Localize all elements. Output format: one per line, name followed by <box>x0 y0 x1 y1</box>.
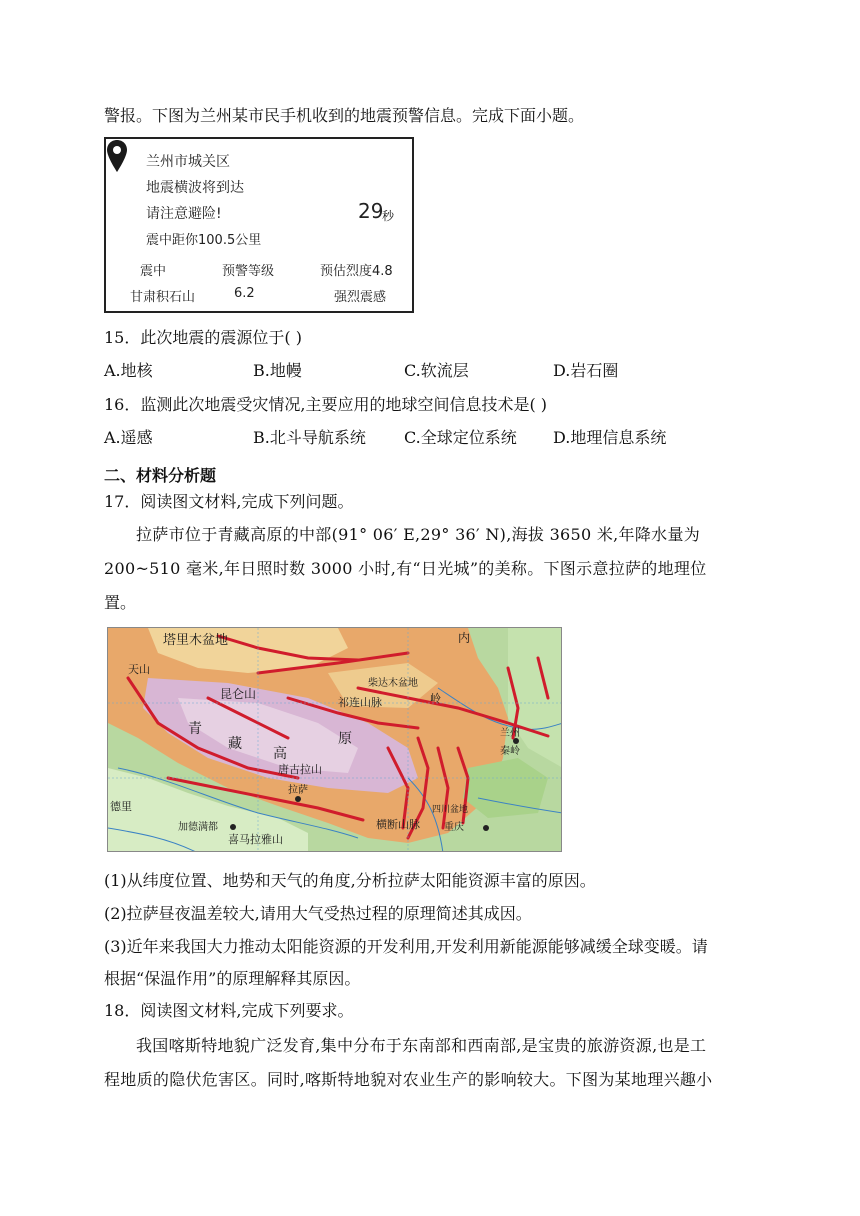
map-label-qaidam: 柴达木盆地 <box>368 678 418 689</box>
section-heading: 二、材料分析题 <box>104 466 217 485</box>
map-label-delhi: 德里 <box>110 800 132 813</box>
q15-option-b: B.地幔 <box>253 361 302 380</box>
map-label-kathmandu: 加德满都 <box>178 822 218 833</box>
map-label-nei: 内 <box>458 631 471 645</box>
alert-wave-text: 地震横波将到达 <box>146 180 244 196</box>
map-label-qilian: 祁连山脉 <box>338 696 382 709</box>
q17-sub1: (1)从纬度位置、地势和天气的角度,分析拉萨太阳能资源丰富的原因。 <box>104 871 596 890</box>
q16-stem: 16．监测此次地震受灾情况,主要应用的地球空间信息技术是( ) <box>104 395 548 414</box>
map-label-lanzhou: 兰州 <box>500 728 520 739</box>
map-label-tarim: 塔里木盆地 <box>163 633 229 648</box>
intro-text: 警报。下图为兰州某市民手机收到的地震预警信息。完成下面小题。 <box>104 106 585 125</box>
alert-col1-header: 震中 <box>140 264 167 279</box>
q15-option-a: A.地核 <box>104 361 153 380</box>
map-label-kunlun: 昆仑山 <box>220 687 257 701</box>
q16-option-b: B.北斗导航系统 <box>253 428 366 447</box>
q17-paragraph-line3: 置。 <box>104 593 137 612</box>
q16-option-a: A.遥感 <box>104 428 153 447</box>
q18-paragraph-line1: 我国喀斯特地貌广泛发育,集中分布于东南部和西南部,是宝贵的旅游资源,也是工 <box>136 1036 707 1055</box>
map-label-chongqing: 重庆 <box>444 822 464 833</box>
q15-option-d: D.岩石圈 <box>553 361 619 380</box>
q17-stem: 17．阅读图文材料,完成下列问题。 <box>104 492 354 511</box>
alert-countdown-number: 29 <box>358 199 384 223</box>
alert-distance: 震中距你100.5公里 <box>146 233 262 248</box>
kathmandu-dot <box>230 824 236 830</box>
alert-intensity: 强烈震感 <box>334 290 387 305</box>
alert-col2-header: 预警等级 <box>222 264 275 279</box>
q15-option-c: C.软流层 <box>404 361 469 380</box>
alert-col3-header: 预估烈度4.8 <box>320 264 393 279</box>
earthquake-alert-card <box>104 137 414 313</box>
location-pin-icon <box>106 139 128 173</box>
chongqing-dot <box>483 825 489 831</box>
map-label-hengduan: 横断山脉 <box>376 818 420 831</box>
alert-epicenter: 甘肃积石山 <box>130 290 196 305</box>
map-label-lhasa: 拉萨 <box>288 785 308 796</box>
map-graphic <box>108 628 562 852</box>
alert-location: 兰州市城关区 <box>146 154 230 170</box>
map-label-himalaya: 喜马拉雅山 <box>228 833 283 846</box>
q17-paragraph-line2: 200~510 毫米,年日照时数 3000 小时,有“日光城”的美称。下图示意拉萨的地理位 <box>104 559 707 578</box>
map-label-tanggula: 唐古拉山 <box>278 763 322 776</box>
q15-stem: 15．此次地震的震源位于( ) <box>104 328 302 347</box>
q16-option-d: D.地理信息系统 <box>553 428 667 447</box>
map-label-qing: 青 <box>188 721 202 737</box>
q17-sub3-line1: (3)近年来我国大力推动太阳能资源的开发利用,开发利用新能源能够减缓全球变暖。请 <box>104 937 708 956</box>
q17-sub3-line2: 根据“保温作用”的原理解释其原因。 <box>104 969 361 988</box>
alert-countdown-unit: 秒 <box>382 209 395 223</box>
q17-paragraph-line1: 拉萨市位于青藏高原的中部(91° 06′ E,29° 36′ N),海拔 3650 米,年降水量为 <box>136 525 701 544</box>
q16-option-c: C.全球定位系统 <box>404 428 517 447</box>
q17-sub2: (2)拉萨昼夜温差较大,请用大气受热过程的原理简述其成因。 <box>104 904 532 923</box>
map-label-gao: 高 <box>273 746 287 762</box>
map-label-tianshan: 天山 <box>128 663 150 676</box>
map-label-zang: 藏 <box>228 736 242 752</box>
map-label-qinling: 秦岭 <box>500 746 520 757</box>
q18-paragraph-line2: 程地质的隐伏危害区。同时,喀斯特地貌对农业生产的影响较大。下图为某地理兴趣小 <box>104 1070 713 1089</box>
map-label-ling: 岭 <box>430 692 441 705</box>
lhasa-dot <box>295 796 301 802</box>
map-label-yuan: 原 <box>338 731 352 747</box>
map-label-sichuan: 四川盆地 <box>432 805 469 815</box>
alert-level: 6.2 <box>234 286 255 301</box>
tibet-plateau-map <box>107 627 562 852</box>
q18-stem: 18．阅读图文材料,完成下列要求。 <box>104 1001 354 1020</box>
alert-warning-text: 请注意避险! <box>146 206 222 222</box>
